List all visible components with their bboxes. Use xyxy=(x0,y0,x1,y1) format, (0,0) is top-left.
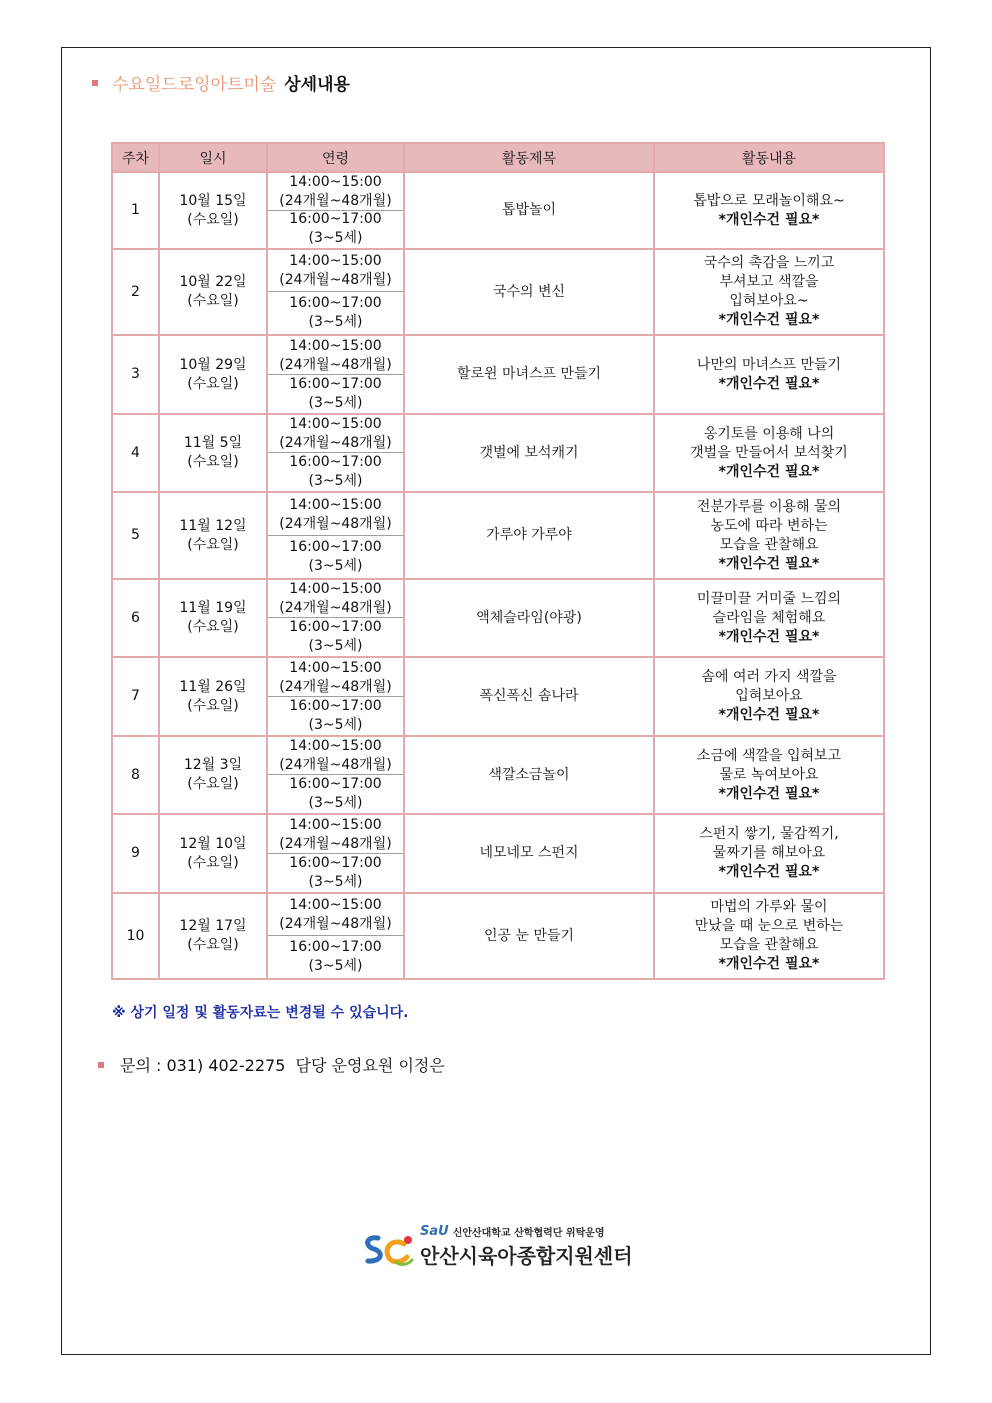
square-bullet-icon xyxy=(92,80,98,86)
date-cell xyxy=(159,579,267,657)
table-row xyxy=(112,492,884,579)
date-cell xyxy=(159,893,267,979)
content-cell xyxy=(654,249,884,335)
content-cell xyxy=(654,492,884,579)
day-text: (수요일) xyxy=(187,854,239,871)
slot-time: 14:00~15:00 xyxy=(289,738,382,754)
age-cell xyxy=(267,893,404,979)
table-row xyxy=(112,893,884,979)
schedule-table xyxy=(111,142,885,980)
slot-age: (24개월~48개월) xyxy=(279,515,392,532)
toddler-slot xyxy=(268,251,403,292)
toddler-slot xyxy=(268,895,403,936)
slot-time: 16:00~17:00 xyxy=(289,697,382,714)
day-text: (수요일) xyxy=(187,211,239,228)
date-cell xyxy=(159,657,267,736)
toddler-slot xyxy=(268,816,403,854)
preschool-slot xyxy=(268,453,403,490)
title-cell: 색깔소금놀이 xyxy=(404,736,654,814)
content-cell xyxy=(654,736,884,814)
table-row xyxy=(112,414,884,492)
date-text: 11월 26일 xyxy=(179,678,247,695)
logo-title: 안산시육아종합지원센터 xyxy=(420,1244,633,1268)
slot-age: (3~5세) xyxy=(308,557,363,574)
content-line: 모습을 관찰해요 xyxy=(719,937,819,953)
title-cell: 톱밥놀이 xyxy=(404,172,654,249)
preschool-slot xyxy=(268,854,403,891)
week-cell: 5 xyxy=(112,492,159,579)
title-cell: 할로윈 마녀스프 만들기 xyxy=(404,335,654,414)
slot-time: 16:00~17:00 xyxy=(289,453,382,470)
contact-text: 문의 : 031) 402-2275 담당 운영요원 이정은 xyxy=(120,1056,445,1075)
title-cell: 폭신폭신 솜나라 xyxy=(404,657,654,736)
date-text: 10월 29일 xyxy=(179,356,247,373)
content-line: 솜에 여러 가지 색깔을 xyxy=(701,669,837,685)
towel-required: *개인수건 필요* xyxy=(718,463,820,480)
date-text: 10월 22일 xyxy=(179,274,247,290)
day-text: (수요일) xyxy=(187,375,239,392)
age-cell xyxy=(267,335,404,414)
slot-time: 14:00~15:00 xyxy=(289,174,382,190)
toddler-slot xyxy=(268,738,403,775)
preschool-slot xyxy=(268,536,403,577)
content-line: 톱밥으로 모래놀이해요~ xyxy=(693,192,845,209)
towel-required: *개인수건 필요* xyxy=(718,956,820,972)
preschool-slot xyxy=(268,775,403,812)
content-line: 미끌미끌 거미줄 느낌의 xyxy=(696,590,842,607)
slot-time: 14:00~15:00 xyxy=(289,337,382,354)
toddler-slot xyxy=(268,416,403,453)
slot-time: 14:00~15:00 xyxy=(289,253,382,269)
age-cell xyxy=(267,492,404,579)
towel-required: *개인수건 필요* xyxy=(718,785,820,802)
towel-required: *개인수건 필요* xyxy=(718,375,820,392)
col-date: 일시 xyxy=(159,143,267,172)
slot-age: (3~5세) xyxy=(308,794,363,811)
content-line: 모습을 관찰해요 xyxy=(719,536,819,553)
week-cell: 6 xyxy=(112,579,159,657)
change-notice: ※ 상기 일정 및 활동자료는 변경될 수 있습니다. xyxy=(112,1005,409,1021)
age-cell xyxy=(267,814,404,893)
content-cell xyxy=(654,893,884,979)
table-row xyxy=(112,657,884,736)
slot-time: 16:00~17:00 xyxy=(289,211,382,227)
content-line: 입혀보아요~ xyxy=(729,293,809,309)
title-cell: 인공 눈 만들기 xyxy=(404,893,654,979)
slot-age: (24개월~48개월) xyxy=(279,272,392,288)
table-header-row xyxy=(112,143,884,172)
slot-time: 16:00~17:00 xyxy=(289,294,382,311)
square-bullet-icon xyxy=(98,1062,104,1068)
date-text: 11월 5일 xyxy=(183,435,243,451)
week-cell: 7 xyxy=(112,657,159,736)
slot-age: (3~5세) xyxy=(308,873,363,890)
heading-suffix: 상세내용 xyxy=(284,75,350,95)
center-logo xyxy=(360,1224,640,1272)
slot-time: 16:00~17:00 xyxy=(289,375,382,392)
table-row xyxy=(112,249,884,335)
towel-required: *개인수건 필요* xyxy=(718,707,820,723)
age-cell xyxy=(267,172,404,249)
toddler-slot xyxy=(268,659,403,697)
slot-time: 16:00~17:00 xyxy=(289,618,382,635)
title-cell: 네모네모 스펀지 xyxy=(404,814,654,893)
towel-required: *개인수건 필요* xyxy=(718,555,820,572)
slot-age: (24개월~48개월) xyxy=(279,757,392,773)
preschool-slot xyxy=(268,618,403,655)
towel-required: *개인수건 필요* xyxy=(718,312,820,328)
preschool-slot xyxy=(268,936,403,977)
table-row xyxy=(112,335,884,414)
slot-age: (3~5세) xyxy=(308,637,363,654)
col-age: 연령 xyxy=(267,143,404,172)
slot-time: 14:00~15:00 xyxy=(289,581,382,597)
content-line: 갯벌을 만들어서 보석찾기 xyxy=(690,444,848,461)
title-cell: 국수의 변신 xyxy=(404,249,654,335)
slot-age: (3~5세) xyxy=(308,313,363,330)
table-row xyxy=(112,814,884,893)
content-cell xyxy=(654,414,884,492)
slot-age: (24개월~48개월) xyxy=(279,678,392,695)
content-line: 부셔보고 색깔을 xyxy=(719,274,819,290)
slot-time: 16:00~17:00 xyxy=(289,775,382,792)
table-row xyxy=(112,579,884,657)
slot-age: (3~5세) xyxy=(308,394,363,411)
date-text: 12월 17일 xyxy=(179,918,247,934)
content-cell xyxy=(654,579,884,657)
date-text: 12월 3일 xyxy=(183,757,243,773)
content-cell xyxy=(654,335,884,414)
logo-sub-text: 신안산대학교 산학협력단 위탁운영 xyxy=(452,1228,605,1239)
table-row xyxy=(112,736,884,814)
date-cell xyxy=(159,414,267,492)
date-cell xyxy=(159,335,267,414)
content-line: 옹기토를 이용해 나의 xyxy=(703,425,835,442)
contact-line xyxy=(98,1053,445,1076)
age-cell xyxy=(267,579,404,657)
slot-age: (3~5세) xyxy=(308,230,363,246)
sc-logo-icon xyxy=(360,1230,416,1270)
slot-age: (24개월~48개월) xyxy=(279,356,392,373)
date-text: 11월 12일 xyxy=(179,517,247,534)
toddler-slot xyxy=(268,494,403,536)
slot-age: (24개월~48개월) xyxy=(279,435,392,451)
content-line: 소금에 색깔을 입혀보고 xyxy=(696,747,842,764)
slot-age: (24개월~48개월) xyxy=(279,600,392,616)
slot-time: 14:00~15:00 xyxy=(289,416,382,432)
title-cell: 가루야 가루야 xyxy=(404,492,654,579)
slot-time: 14:00~15:00 xyxy=(289,816,382,833)
age-cell xyxy=(267,657,404,736)
content-cell xyxy=(654,657,884,736)
age-cell xyxy=(267,414,404,492)
content-line: 국수의 촉감을 느끼고 xyxy=(703,255,835,271)
content-line: 스펀지 쌓기, 물감찍기, xyxy=(699,826,839,842)
slot-time: 14:00~15:00 xyxy=(289,897,382,913)
table-row xyxy=(112,172,884,249)
age-cell xyxy=(267,249,404,335)
slot-age: (24개월~48개월) xyxy=(279,193,392,209)
toddler-slot xyxy=(268,174,403,211)
week-cell: 10 xyxy=(112,893,159,979)
date-text: 11월 19일 xyxy=(179,600,247,616)
slot-age: (3~5세) xyxy=(308,716,363,733)
content-line: 마법의 가루와 물이 xyxy=(710,899,828,915)
content-line: 물로 녹여보아요 xyxy=(719,766,819,783)
slot-age: (3~5세) xyxy=(308,957,363,974)
slot-age: (24개월~48개월) xyxy=(279,835,392,852)
date-cell xyxy=(159,492,267,579)
towel-required: *개인수건 필요* xyxy=(718,628,820,645)
day-text: (수요일) xyxy=(187,776,239,792)
content-cell xyxy=(654,172,884,249)
content-line: 농도에 따라 변하는 xyxy=(710,517,828,534)
day-text: (수요일) xyxy=(187,697,239,714)
slot-time: 16:00~17:00 xyxy=(289,538,382,555)
date-cell xyxy=(159,814,267,893)
content-line: 나만의 마녀스프 만들기 xyxy=(696,356,842,373)
date-text: 12월 10일 xyxy=(179,835,247,852)
preschool-slot xyxy=(268,292,403,333)
sau-wordmark: SaU xyxy=(420,1224,449,1239)
preschool-slot xyxy=(268,375,403,412)
slot-age: (3~5세) xyxy=(308,472,363,489)
content-line: 만났을 때 눈으로 변하는 xyxy=(694,918,844,934)
logo-subtitle xyxy=(420,1224,605,1239)
slot-time: 16:00~17:00 xyxy=(289,854,382,871)
age-cell xyxy=(267,736,404,814)
slot-age: (24개월~48개월) xyxy=(279,916,392,932)
week-cell: 3 xyxy=(112,335,159,414)
content-line: 전분가루를 이용해 물의 xyxy=(696,498,842,515)
week-cell: 1 xyxy=(112,172,159,249)
towel-required: *개인수건 필요* xyxy=(718,864,820,880)
day-text: (수요일) xyxy=(187,536,239,553)
col-content: 활동내용 xyxy=(654,143,884,172)
date-text: 10월 15일 xyxy=(179,192,247,209)
day-text: (수요일) xyxy=(187,937,239,953)
toddler-slot xyxy=(268,581,403,618)
content-line: 슬라임을 체험해요 xyxy=(712,609,826,626)
slot-time: 16:00~17:00 xyxy=(289,938,382,955)
title-cell: 액체슬라임(야광) xyxy=(404,579,654,657)
week-cell: 9 xyxy=(112,814,159,893)
col-title: 활동제목 xyxy=(404,143,654,172)
section-heading xyxy=(92,70,350,95)
program-name: 수요일드로잉아트미술 xyxy=(112,75,277,95)
day-text: (수요일) xyxy=(187,454,239,470)
title-cell: 갯벌에 보석캐기 xyxy=(404,414,654,492)
slot-time: 14:00~15:00 xyxy=(289,659,382,676)
toddler-slot xyxy=(268,337,403,375)
slot-time: 14:00~15:00 xyxy=(289,496,382,513)
week-cell: 8 xyxy=(112,736,159,814)
content-line: 입혀보아요 xyxy=(735,688,803,704)
week-cell: 2 xyxy=(112,249,159,335)
towel-required: *개인수건 필요* xyxy=(718,211,820,228)
date-cell xyxy=(159,249,267,335)
date-cell xyxy=(159,172,267,249)
preschool-slot xyxy=(268,211,403,247)
day-text: (수요일) xyxy=(187,293,239,309)
date-cell xyxy=(159,736,267,814)
week-cell: 4 xyxy=(112,414,159,492)
content-line: 물짜기를 해보아요 xyxy=(712,845,826,861)
content-cell xyxy=(654,814,884,893)
preschool-slot xyxy=(268,697,403,734)
col-week: 주차 xyxy=(112,143,159,172)
day-text: (수요일) xyxy=(187,619,239,635)
